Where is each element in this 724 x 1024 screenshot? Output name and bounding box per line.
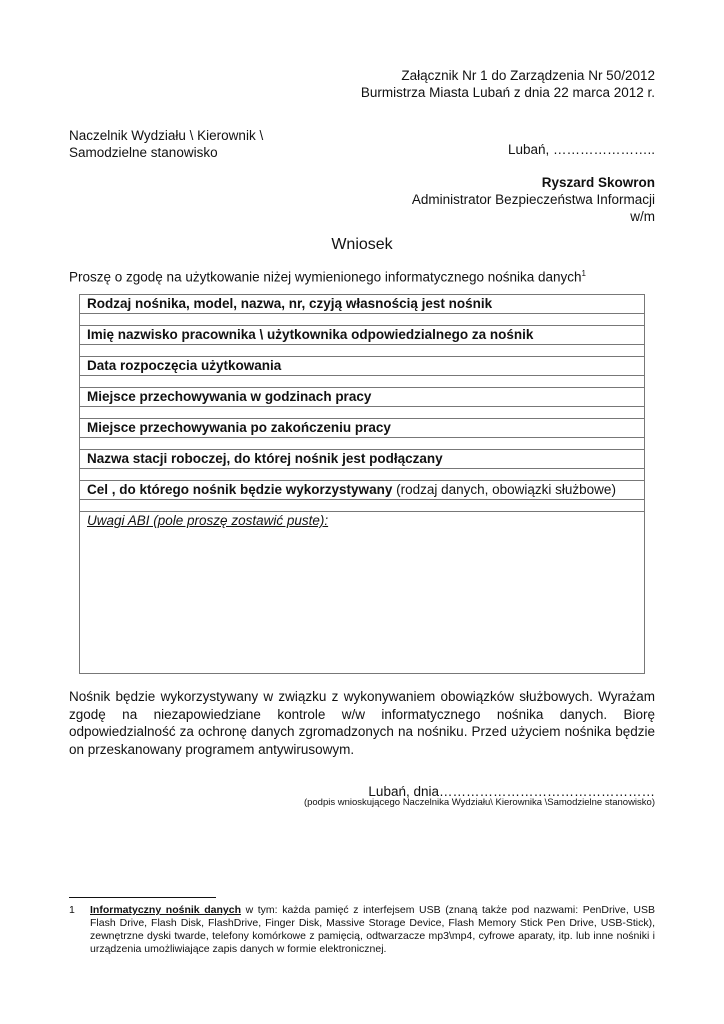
footnote-ref: 1 — [581, 269, 586, 278]
footnote-body: w tym: każda pamięć z interfejsem USB (znaną także pod nazwami: PenDrive, USB Flash Drive, Flash Disk, FlashDrive, Finger Disk, Massive Storage Device, Flash Memory Stick Pen Drive, USB-Stick), zewnętrzne dyski twarde, telefony komórkowe z pamięcią, odtwarzacze mp3\mp4, cyfrowe aparaty, itp. lub inne nośniki i urządzenia umożliwiające zapis danych w formie elektronicznej. — [90, 904, 655, 955]
footnote-separator — [69, 897, 216, 898]
notes-row — [80, 512, 644, 670]
footnote-number: 1 — [69, 904, 75, 916]
signature-date-line: Lubań, dnia………………………………………… — [368, 784, 655, 799]
signature-caption: (podpis wnioskującego Naczelnika Wydziału\ Kierownika \Samodzielne stanowisko) — [303, 797, 655, 808]
sender-line-2: Samodzielne stanowisko — [69, 145, 218, 160]
form-row-label: Data rozpoczęcia użytkowania — [80, 357, 644, 376]
footnote-text — [90, 904, 655, 956]
form-row-label: Cel , do którego nośnik będzie wykorzystywany (rodzaj danych, obowiązki służbowe) — [80, 481, 644, 500]
place-date: Lubań, ………………….. — [507, 142, 655, 157]
notes-area[interactable] — [80, 530, 644, 670]
form-row-input[interactable] — [80, 376, 644, 387]
footnote-term: Informatyczny nośnik danych — [90, 904, 241, 916]
intro-text — [69, 269, 586, 285]
attachment-line-2: Burmistrza Miasta Lubań z dnia 22 marca 2012 r. — [360, 85, 655, 100]
recipient-block — [412, 174, 655, 225]
form-row-input[interactable] — [80, 314, 644, 325]
recipient-name: Ryszard Skowron — [541, 175, 655, 190]
form-row — [80, 419, 644, 450]
document-title: Wniosek — [331, 236, 393, 253]
form-row — [80, 388, 644, 419]
recipient-title: Administrator Bezpieczeństwa Informacji — [411, 192, 655, 207]
form-row-label: Nazwa stacji roboczej, do której nośnik jest podłączany — [80, 450, 644, 469]
sender-block — [69, 127, 263, 161]
form-row — [80, 326, 644, 357]
footnote — [69, 904, 655, 956]
form-row — [80, 295, 644, 326]
form-row-input[interactable] — [80, 345, 644, 356]
attachment-line-1: Załącznik Nr 1 do Zarządzenia Nr 50/2012 — [401, 68, 655, 83]
form-row — [80, 481, 644, 512]
recipient-suffix: w/m — [630, 209, 655, 224]
form-row-label: Miejsce przechowywania w godzinach pracy — [80, 388, 644, 407]
sender-line-1: Naczelnik Wydziału \ Kierownik \ — [69, 128, 264, 143]
notes-label: Uwagi ABI (pole proszę zostawić puste): — [87, 513, 329, 528]
form-row — [80, 357, 644, 388]
request-form-table — [79, 294, 645, 674]
form-row-input[interactable] — [80, 500, 644, 511]
form-row-input[interactable] — [80, 407, 644, 418]
intro-sentence: Proszę o zgodę na użytkowanie niżej wymienionego informatycznego nośnika danych — [69, 269, 582, 285]
form-row-label: Rodzaj nośnika, model, nazwa, nr, czyją własnością jest nośnik — [80, 295, 644, 314]
form-row-label: Imię nazwisko pracownika \ użytkownika odpowiedzialnego za nośnik — [80, 326, 644, 345]
attachment-header — [361, 67, 655, 101]
form-row-input[interactable] — [80, 438, 644, 449]
form-row — [80, 450, 644, 481]
form-row-label: Miejsce przechowywania po zakończeniu pracy — [80, 419, 644, 438]
statement-paragraph: Nośnik będzie wykorzystywany w związku z wykonywaniem obowiązków służbowych. Wyrażam zgodę na niezapowiedziane kontrole w/w informatycznego nośnika danych. Biorę odpowiedzialność za ochronę danych zgromadzonych na nośniku. Przed użyciem nośnika będzie on przeskanowany programem antywirusowym. — [69, 689, 655, 757]
form-row-input[interactable] — [80, 469, 644, 480]
